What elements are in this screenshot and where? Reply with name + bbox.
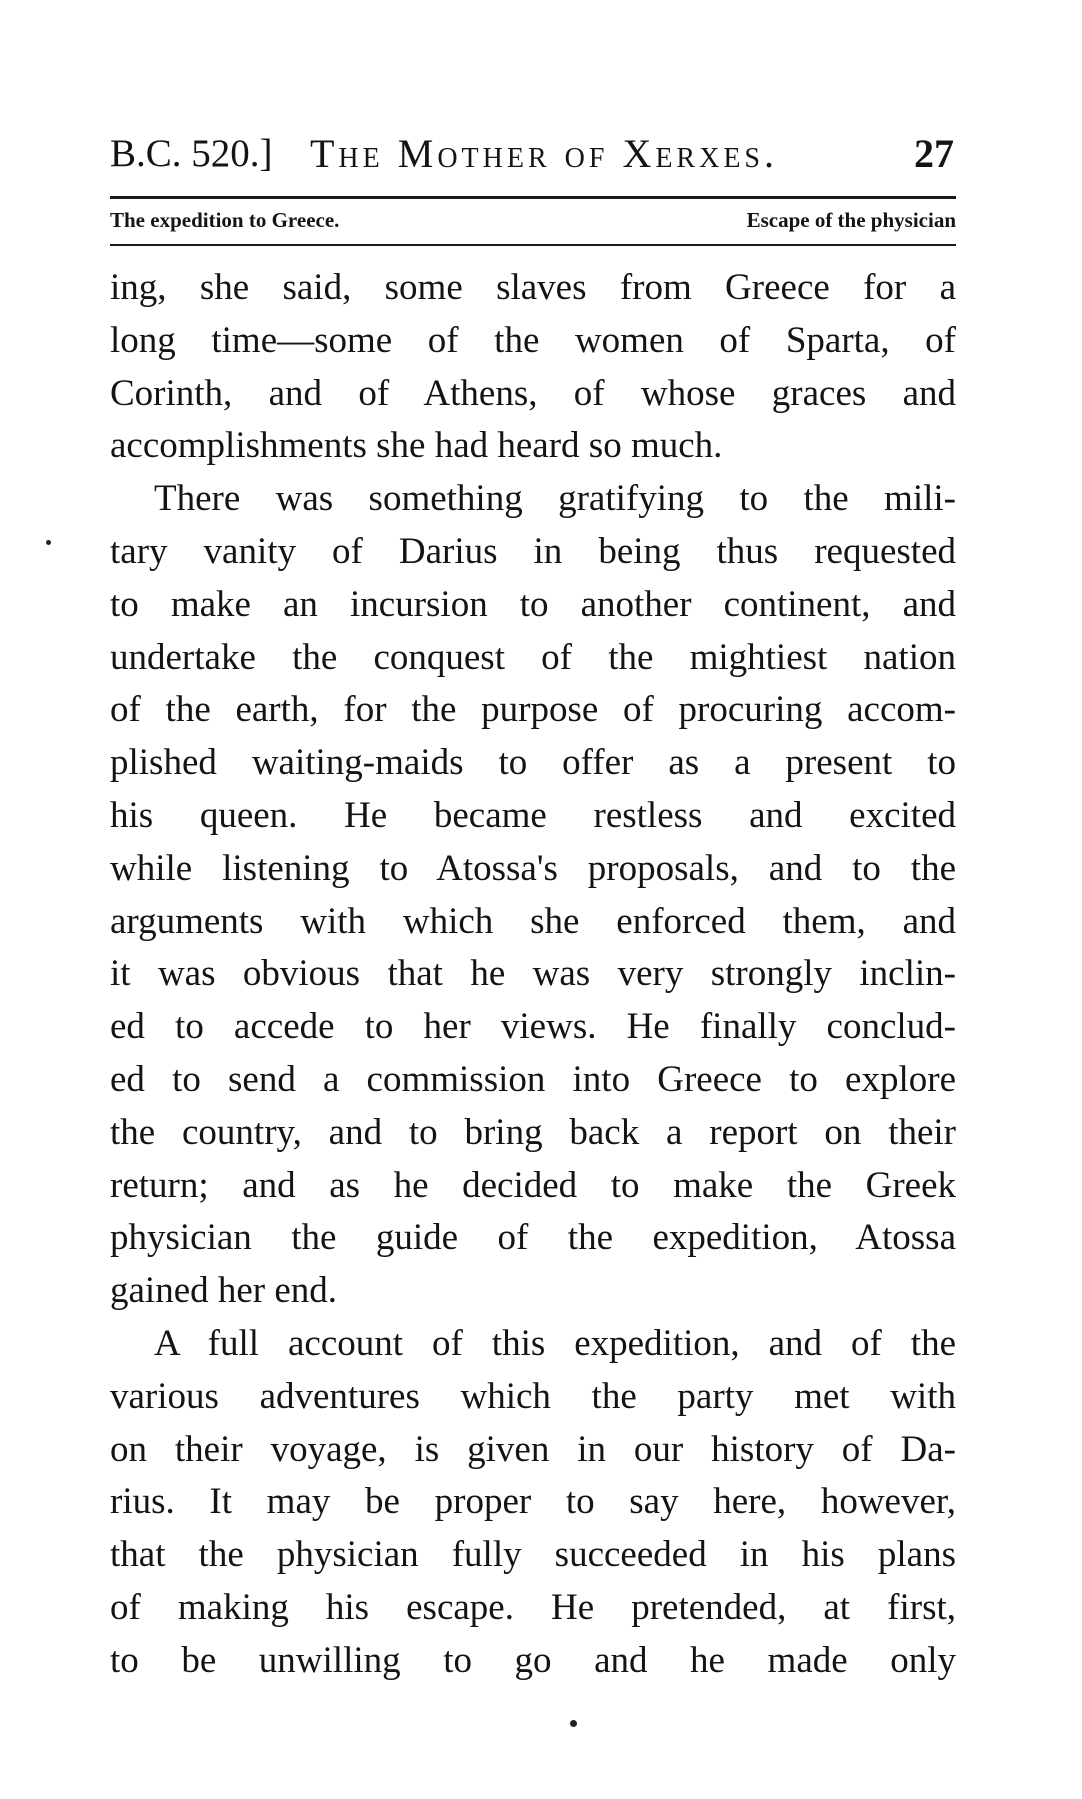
text-line: ing, she said, some slaves from Greece for a [110,267,956,308]
text-line: of the earth, for the purpose of procuring accom- [110,689,956,731]
paragraph [110,473,956,1318]
running-head-title: The Mother of Xerxes. [310,131,779,176]
text-line: There was something gratifying to the mili- [154,478,956,520]
text-line: on their voyage, is given in our history of Da- [110,1428,956,1470]
text-line: plished waiting-maids to offer as a present to [110,742,956,784]
text-line: his queen. He became restless and excited [110,794,956,836]
header-rule-top [110,196,956,199]
margin-speck [46,540,51,545]
paragraph [110,262,956,473]
text-line: physician the guide of the expedition, Atossa [110,1217,956,1259]
text-line: rius. It may be proper to say here, however, [110,1481,956,1523]
text-line: accomplishments she had heard so much. [110,425,723,467]
text-line: of making his escape. He pretended, at first, [110,1586,956,1628]
bottom-speck [570,1720,577,1727]
text-line: that the physician fully succeeded in his plans [110,1534,956,1576]
text-line: various adventures which the party met with [110,1375,956,1417]
subhead-left: The expedition to Greece. [110,208,340,232]
text-line: ed to accede to her views. He finally conclud- [110,1006,956,1048]
text-line: ed to send a commission into Greece to explore [110,1058,956,1100]
header-rule-bottom [110,244,956,246]
text-line: to make an incursion to another continent, and [110,583,956,625]
subhead-right: Escape of the physician [746,208,956,232]
text-line: while listening to Atossa's proposals, and to the [110,847,956,889]
body-text [110,262,956,1688]
text-line: gained her end. [110,1270,338,1312]
text-line: long time—some of the women of Sparta, of [110,319,956,361]
text-line: to be unwilling to go and he made only [110,1639,956,1681]
running-head [110,128,956,184]
page-number: 27 [914,131,954,176]
subhead [110,203,956,239]
text-line: the country, and to bring back a report on their [110,1111,956,1153]
text-line: undertake the conquest of the mightiest nation [110,636,956,678]
text-line: tary vanity of Darius in being thus requested [110,530,956,572]
text-line: it was obvious that he was very strongly inclin- [110,953,956,995]
text-line: return; and as he decided to make the Greek [110,1164,956,1206]
running-head-date: B.C. 520.] [110,132,273,175]
text-line: Corinth, and of Athens, of whose graces and [110,372,956,414]
text-line: arguments with which she enforced them, and [110,900,956,942]
text-line: A full account of this expedition, and of the [154,1322,956,1364]
paragraph [110,1318,956,1688]
